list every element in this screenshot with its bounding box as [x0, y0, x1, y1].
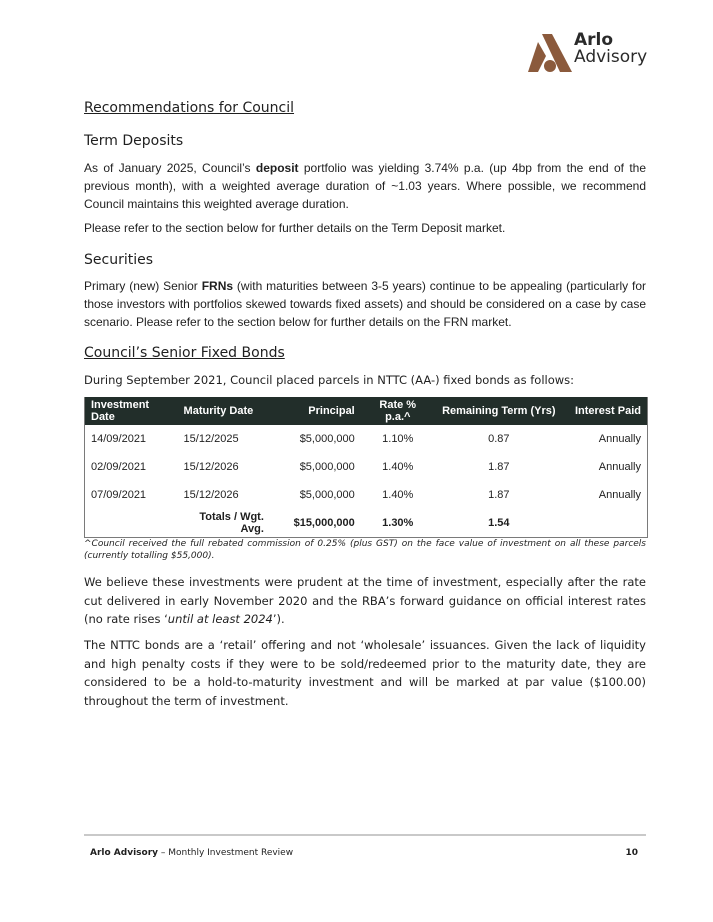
- cell-principal: $5,000,000: [299, 489, 355, 501]
- deposit-emphasis: deposit: [255, 161, 299, 175]
- cell-investment-date: 02/09/2021: [91, 461, 147, 473]
- col-maturity-date: Maturity Date: [183, 405, 254, 417]
- belief-paragraph: We believe these investments were prudent at the time of investment, especially after the rate cut delivered in early November 2020 and the RBA’s forward guidance on official interest rates (no rate rises ‘until at least 2024’).: [84, 575, 646, 626]
- fixed-bonds-table: [84, 397, 648, 538]
- cell-total-term: 1.54: [488, 517, 510, 529]
- nttc-paragraph: The NTTC bonds are a ‘retail’ offering and not ‘wholesale’ issuances. Given the lack of liquidity and high penalty costs if they were to be sold/redeemed prior to the maturity date, they are considered to be a hold-to-maturity investment and will be marked at par value ($100.00) throughout the term of investment.: [84, 638, 646, 708]
- footer-doc-title: – Monthly Investment Review: [158, 848, 294, 858]
- col-investment-date: Investment Date: [91, 399, 150, 423]
- cell-remaining-term: 1.87: [488, 489, 510, 501]
- brand-logo: [528, 32, 648, 72]
- cell-interest-paid: Annually: [598, 461, 641, 473]
- table-row: [85, 481, 647, 509]
- cell-rate: 1.40%: [382, 461, 414, 473]
- cell-maturity-date: 15/12/2026: [183, 489, 239, 501]
- cell-empty: [85, 509, 178, 537]
- cell-totals-label: Totals / Wgt. Avg.: [199, 511, 264, 535]
- table-totals-row: [85, 509, 647, 537]
- col-remaining-term: Remaining Term (Yrs): [442, 405, 556, 417]
- footer-brand: Arlo Advisory: [90, 848, 159, 858]
- table-header-row: [85, 397, 647, 425]
- cell-empty: [563, 509, 647, 537]
- recommendations-heading: Recommendations for Council: [84, 100, 295, 116]
- cell-maturity-date: 15/12/2025: [183, 433, 239, 445]
- col-interest-paid: Interest Paid: [574, 405, 641, 417]
- brand-name-line1: Arlo: [574, 30, 614, 50]
- cell-rate: 1.40%: [382, 489, 414, 501]
- frns-emphasis: FRNs: [201, 279, 234, 293]
- brand-name-line2: Advisory: [574, 47, 648, 67]
- page-footer: [90, 848, 638, 858]
- arlo-logo-icon: [528, 34, 572, 72]
- cell-principal: $5,000,000: [299, 461, 355, 473]
- cell-investment-date: 07/09/2021: [91, 489, 147, 501]
- securities-paragraph: Primary (new) Senior FRNs (with maturities between 3-5 years) continue to be appealing (particularly for those investors with portfolios skewed towards fixed assets) and should be considered on a case by case scenario. Please refer to the section below for further details on the FRN market.: [84, 279, 647, 329]
- cell-interest-paid: Annually: [598, 489, 641, 501]
- cell-maturity-date: 15/12/2026: [183, 461, 239, 473]
- belief-quote: until at least 2024: [167, 612, 273, 626]
- table-footnote: ^Council received the full rebated commission of 0.25% (plus GST) on the face value of investment on all these parcels (currently totalling $55,000).: [84, 539, 646, 561]
- cell-total-rate: 1.30%: [382, 517, 414, 529]
- term-deposits-reference: Please refer to the section below for further details on the Term Deposit market.: [84, 221, 506, 235]
- fixed-bonds-heading: Council’s Senior Fixed Bonds: [84, 345, 285, 361]
- cell-rate: 1.10%: [382, 433, 414, 445]
- cell-remaining-term: 1.87: [488, 461, 510, 473]
- securities-heading: Securities: [84, 252, 154, 268]
- col-principal: Principal: [308, 405, 355, 417]
- cell-total-principal: $15,000,000: [293, 517, 355, 529]
- page-number: 10: [625, 848, 638, 858]
- col-rate: Rate % p.a.^: [379, 399, 417, 423]
- footer-divider: [84, 834, 646, 836]
- cell-principal: $5,000,000: [299, 433, 355, 445]
- cell-investment-date: 14/09/2021: [91, 433, 147, 445]
- table-row: [85, 425, 647, 453]
- term-deposits-heading: Term Deposits: [84, 133, 184, 149]
- term-deposits-paragraph: As of January 2025, Council’s deposit portfolio was yielding 3.74% p.a. (up 4bp from the end of the previous month), with a weighted average duration of ~1.03 years. Where possible, we recommend Council maintains this weighted average duration.: [84, 161, 647, 211]
- bonds-intro: During September 2021, Council placed parcels in NTTC (AA-) fixed bonds as follows:: [84, 373, 575, 387]
- table-row: [85, 453, 647, 481]
- cell-remaining-term: 0.87: [488, 433, 510, 445]
- cell-interest-paid: Annually: [598, 433, 641, 445]
